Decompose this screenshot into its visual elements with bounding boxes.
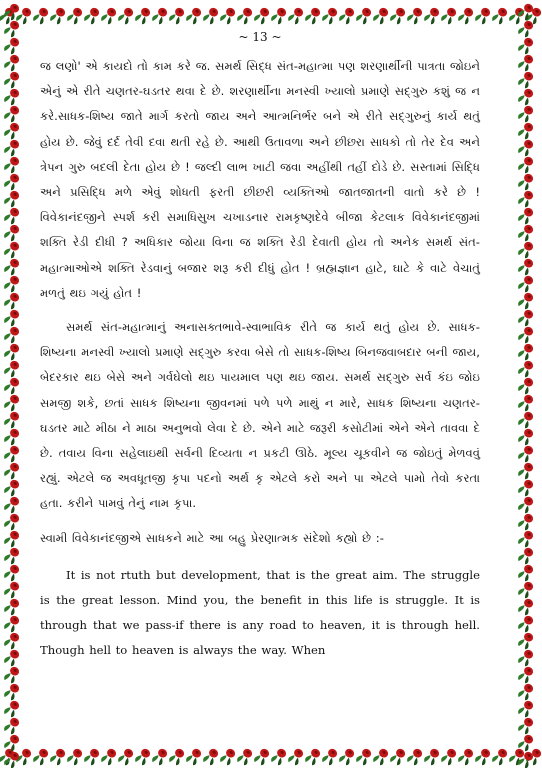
- rose-ornament: [3, 580, 22, 600]
- rose-ornament: [3, 87, 22, 107]
- rose-ornament: [219, 6, 238, 26]
- rose-ornament: [440, 747, 459, 767]
- rose-ornament: [3, 53, 22, 73]
- rose-ornament: [517, 427, 536, 447]
- rose-ornament: [32, 747, 51, 767]
- rose-ornament: [406, 747, 425, 767]
- rose-ornament: [406, 6, 425, 26]
- rose-ornament: [517, 308, 536, 328]
- rose-ornament: [321, 747, 340, 767]
- rose-ornament: [474, 6, 493, 26]
- page-number: ~ 13 ~: [238, 30, 282, 44]
- rose-ornament: [517, 461, 536, 481]
- rose-ornament: [3, 325, 22, 345]
- rose-ornament: [517, 257, 536, 277]
- rose-ornament: [517, 733, 536, 753]
- rose-ornament: [389, 6, 408, 26]
- rose-ornament: [185, 6, 204, 26]
- rose-ornament: [287, 747, 306, 767]
- rose-ornament: [3, 2, 22, 22]
- rose-ornament: [517, 478, 536, 498]
- rose-ornament: [517, 87, 536, 107]
- rose-ornament: [168, 6, 187, 26]
- rose-ornament: [3, 461, 22, 481]
- rose-ornament: [355, 6, 374, 26]
- rose-ornament: [3, 716, 22, 736]
- rose-ornament: [517, 563, 536, 583]
- rose-ornament: [3, 19, 22, 39]
- rose-ornament: [440, 6, 459, 26]
- rose-ornament: [423, 6, 442, 26]
- rose-ornament: [3, 546, 22, 566]
- rose-ornament: [202, 747, 221, 767]
- rose-ornament: [151, 6, 170, 26]
- rose-ornament: [457, 747, 476, 767]
- rose-ornament: [372, 6, 391, 26]
- rose-ornament: [3, 308, 22, 328]
- rose-ornament: [3, 597, 22, 617]
- rose-ornament: [321, 6, 340, 26]
- rose-ornament: [236, 747, 255, 767]
- border-svg: [514, 0, 542, 768]
- paragraph-2: સમર્થ સંત-મહાત્માનું અનાસક્તભાવે-સ્વાભાવિક રીતે જ કાર્ય થતું હોય છે. સાધક-શિષ્યના મનસ્વી ખ્યાલો પ્રમાણે સદ્ગુરુ કરવા બેસે તો સાધક-શિષ્ય બિનજવાબદાર બની જાય, બેદરકાર થઇ બેસે અને ગર્વઘેલો થઇ પાયમાલ પણ થઇ જાય. સમર્થ સદ્ગુરુ સર્વ કંઇ જોઇ સમજી શકે, છતાં સાધક શિષ્યના જીવનમાં પળે પળે માથું ન મારે, સાધક શિષ્યના ચણતર-ઘડતર માટે મીઠા ને માઠા અનુભવો લેવા દે છે. એને માટે જરૂરી કસોટીમાં એને એને તાવવા દે છે. તવાય વિના સહેલાઇથી સર્વની દિવ્યતા ન પ્રકટી ઊઠે. મૂલ્ય ચૂકવીને જ જોઇતું મેળવવું રહ્યું. એટલે જ અવધૂતજી કૃપા પદનો અર્થ કૃ એટલે કરો અને પા એટલે પામો તેવો કરતા હતા. કરીને પામવું તેનું નામ કૃપા.: [40, 320, 480, 511]
- rose-ornament: [517, 223, 536, 243]
- rose-ornament: [3, 155, 22, 175]
- border-svg: [0, 0, 28, 768]
- rose-ornament: [3, 172, 22, 192]
- rose-ornament: [517, 53, 536, 73]
- rose-ornament: [457, 6, 476, 26]
- rose-ornament: [32, 6, 51, 26]
- rose-ornament: [3, 223, 22, 243]
- rose-ornament: [517, 376, 536, 396]
- rose-ornament: [517, 240, 536, 260]
- rose-ornament: [270, 747, 289, 767]
- rose-ornament: [3, 36, 22, 56]
- border-svg: [0, 740, 542, 768]
- rose-ornament: [517, 614, 536, 634]
- rose-ornament: [517, 597, 536, 617]
- quote-intro-line: સ્વામી વિવેકાનંદજીએ સાધકને માટે આ બહુ પ્રેરણાત્મક સંદેશો કહ્યો છે :-: [40, 530, 384, 545]
- rose-ornament: [253, 747, 272, 767]
- rose-ornament: [423, 747, 442, 767]
- rose-ornament: [517, 206, 536, 226]
- rose-ornament: [517, 325, 536, 345]
- rose-ornament: [517, 274, 536, 294]
- rose-ornament: [517, 750, 536, 768]
- rose-ornament: [517, 70, 536, 90]
- rose-ornament: [517, 342, 536, 362]
- rose-ornament: [134, 747, 153, 767]
- rose-ornament: [491, 747, 510, 767]
- rose-ornament: [3, 359, 22, 379]
- rose-ornament: [3, 104, 22, 124]
- rose-ornament: [517, 189, 536, 209]
- rose-ornament: [287, 6, 306, 26]
- rose-ornament: [517, 36, 536, 56]
- rose-ornament: [3, 206, 22, 226]
- border-svg: [0, 0, 542, 26]
- rose-ornament: [202, 6, 221, 26]
- rose-ornament: [517, 495, 536, 515]
- rose-ornament: [100, 6, 119, 26]
- rose-ornament: [253, 6, 272, 26]
- rose-ornament: [3, 291, 22, 311]
- rose-ornament: [66, 747, 85, 767]
- rose-ornament: [3, 733, 22, 753]
- rose-ornament: [517, 104, 536, 124]
- rose-ornament: [3, 750, 22, 768]
- rose-ornament: [3, 257, 22, 277]
- rose-ornament: [49, 747, 68, 767]
- rose-ornament: [66, 6, 85, 26]
- rose-ornament: [304, 747, 323, 767]
- rose-ornament: [236, 6, 255, 26]
- rose-ornament: [3, 563, 22, 583]
- rose-ornament: [517, 2, 536, 22]
- decorative-flower-border-left: [0, 0, 28, 768]
- rose-ornament: [3, 189, 22, 209]
- rose-ornament: [3, 121, 22, 141]
- rose-ornament: [372, 747, 391, 767]
- rose-ornament: [338, 6, 357, 26]
- rose-ornament: [517, 359, 536, 379]
- rose-ornament: [517, 138, 536, 158]
- rose-ornament: [3, 682, 22, 702]
- rose-ornament: [3, 478, 22, 498]
- rose-ornament: [3, 512, 22, 532]
- rose-ornament: [49, 6, 68, 26]
- decorative-flower-border-top: [0, 0, 542, 26]
- rose-ornament: [517, 665, 536, 685]
- rose-ornament: [517, 172, 536, 192]
- rose-ornament: [517, 512, 536, 532]
- rose-ornament: [517, 19, 536, 39]
- rose-ornament: [517, 393, 536, 413]
- rose-ornament: [117, 747, 136, 767]
- rose-ornament: [3, 495, 22, 515]
- rose-ornament: [219, 747, 238, 767]
- rose-ornament: [3, 274, 22, 294]
- rose-ornament: [3, 631, 22, 651]
- rose-ornament: [304, 6, 323, 26]
- rose-ornament: [117, 6, 136, 26]
- rose-ornament: [270, 6, 289, 26]
- rose-ornament: [338, 747, 357, 767]
- rose-ornament: [474, 747, 493, 767]
- rose-ornament: [3, 393, 22, 413]
- rose-ornament: [517, 716, 536, 736]
- rose-ornament: [3, 444, 22, 464]
- paragraph-1: જ લણો' એ કાયદો તો કામ કરે જ. સમર્થ સિદ્ધ સંત-મહાત્મા પણ શરણાર્થીની પાત્રતા જોઇને એનું એ રીતે ચણતર-ઘડતર થવા દે છે. શરણાર્થીના મનસ્વી ખ્યાલો પ્રમાણે સદ્ગુરુ કશું જ ન કરે.સાધક-શિષ્ય જાતે માર્ગ કરતો જાય અને આત્મનિર્ભર બને એ રીતે સદ્ગુરુનું કાર્ય થતું હોય છે. જેવું દર્દ તેવી દવા થતી રહે છે. આથી ઉતાવળા અને છીછરા સાધકો તો તેર દેવ અને ત્રેપન ગુરુ બદલી દેતા હોય છે ! જલ્દી લાભ ખાટી જવા અહીંથી તહીં દોડે છે. સસ્તામાં સિદ્ધિ અને પ્રસિદ્ધિ મળે એવું શોધતી ફરતી છીછરી વ્યક્તિઓ જાતજાતની વાતો કરે છે ! વિવેકાનંદજીને સ્પર્શ કરી સમાધિસુખ ચખાડનાર રામકૃષ્ણદેવે બીજા કેટલાક વિવેકાનંદજીમાં શક્તિ રેડી દીધી ? અધિકાર જોયા વિના જ શક્તિ રેડી દેવાતી હોય તો અનેક સમર્થ સંત-મહાત્માઓએ શક્તિ રેડવાનું બજાર શરૂ કરી દીધું હોત ! બ્રહ્મજ્ઞાન હાટે, ઘાટે કે વાટે વેચાતું મળતું થઇ ગયું હોત !: [40, 59, 480, 300]
- rose-ornament: [83, 747, 102, 767]
- rose-ornament: [185, 747, 204, 767]
- rose-ornament: [517, 529, 536, 549]
- rose-ornament: [3, 427, 22, 447]
- rose-ornament: [491, 6, 510, 26]
- rose-ornament: [517, 444, 536, 464]
- rose-ornament: [151, 747, 170, 767]
- document-page: [40, 30, 480, 740]
- rose-ornament: [517, 121, 536, 141]
- rose-ornament: [3, 614, 22, 634]
- rose-ornament: [517, 580, 536, 600]
- rose-ornament: [3, 342, 22, 362]
- rose-ornament: [3, 240, 22, 260]
- rose-ornament: [3, 410, 22, 430]
- rose-ornament: [517, 291, 536, 311]
- rose-ornament: [100, 747, 119, 767]
- rose-ornament: [517, 410, 536, 430]
- rose-ornament: [3, 699, 22, 719]
- decorative-flower-border-right: [514, 0, 542, 768]
- rose-ornament: [389, 747, 408, 767]
- rose-ornament: [517, 648, 536, 668]
- rose-ornament: [517, 631, 536, 651]
- rose-ornament: [168, 747, 187, 767]
- rose-ornament: [3, 70, 22, 90]
- rose-ornament: [517, 546, 536, 566]
- rose-ornament: [3, 665, 22, 685]
- rose-ornament: [517, 682, 536, 702]
- rose-ornament: [517, 155, 536, 175]
- decorative-flower-border-bottom: [0, 740, 542, 768]
- english-quote-paragraph: It is not rtuth but development, that is the great aim. The struggle is the great lesson. Mind you, the benefit in this life is struggle. It is through that we pass-if there is any road to heaven, it is through hell. Though hell to heaven is always the way. When: [40, 567, 480, 658]
- rose-ornament: [3, 376, 22, 396]
- rose-ornament: [355, 747, 374, 767]
- rose-ornament: [83, 6, 102, 26]
- rose-ornament: [3, 648, 22, 668]
- rose-ornament: [3, 529, 22, 549]
- rose-ornament: [3, 138, 22, 158]
- rose-ornament: [517, 699, 536, 719]
- rose-ornament: [134, 6, 153, 26]
